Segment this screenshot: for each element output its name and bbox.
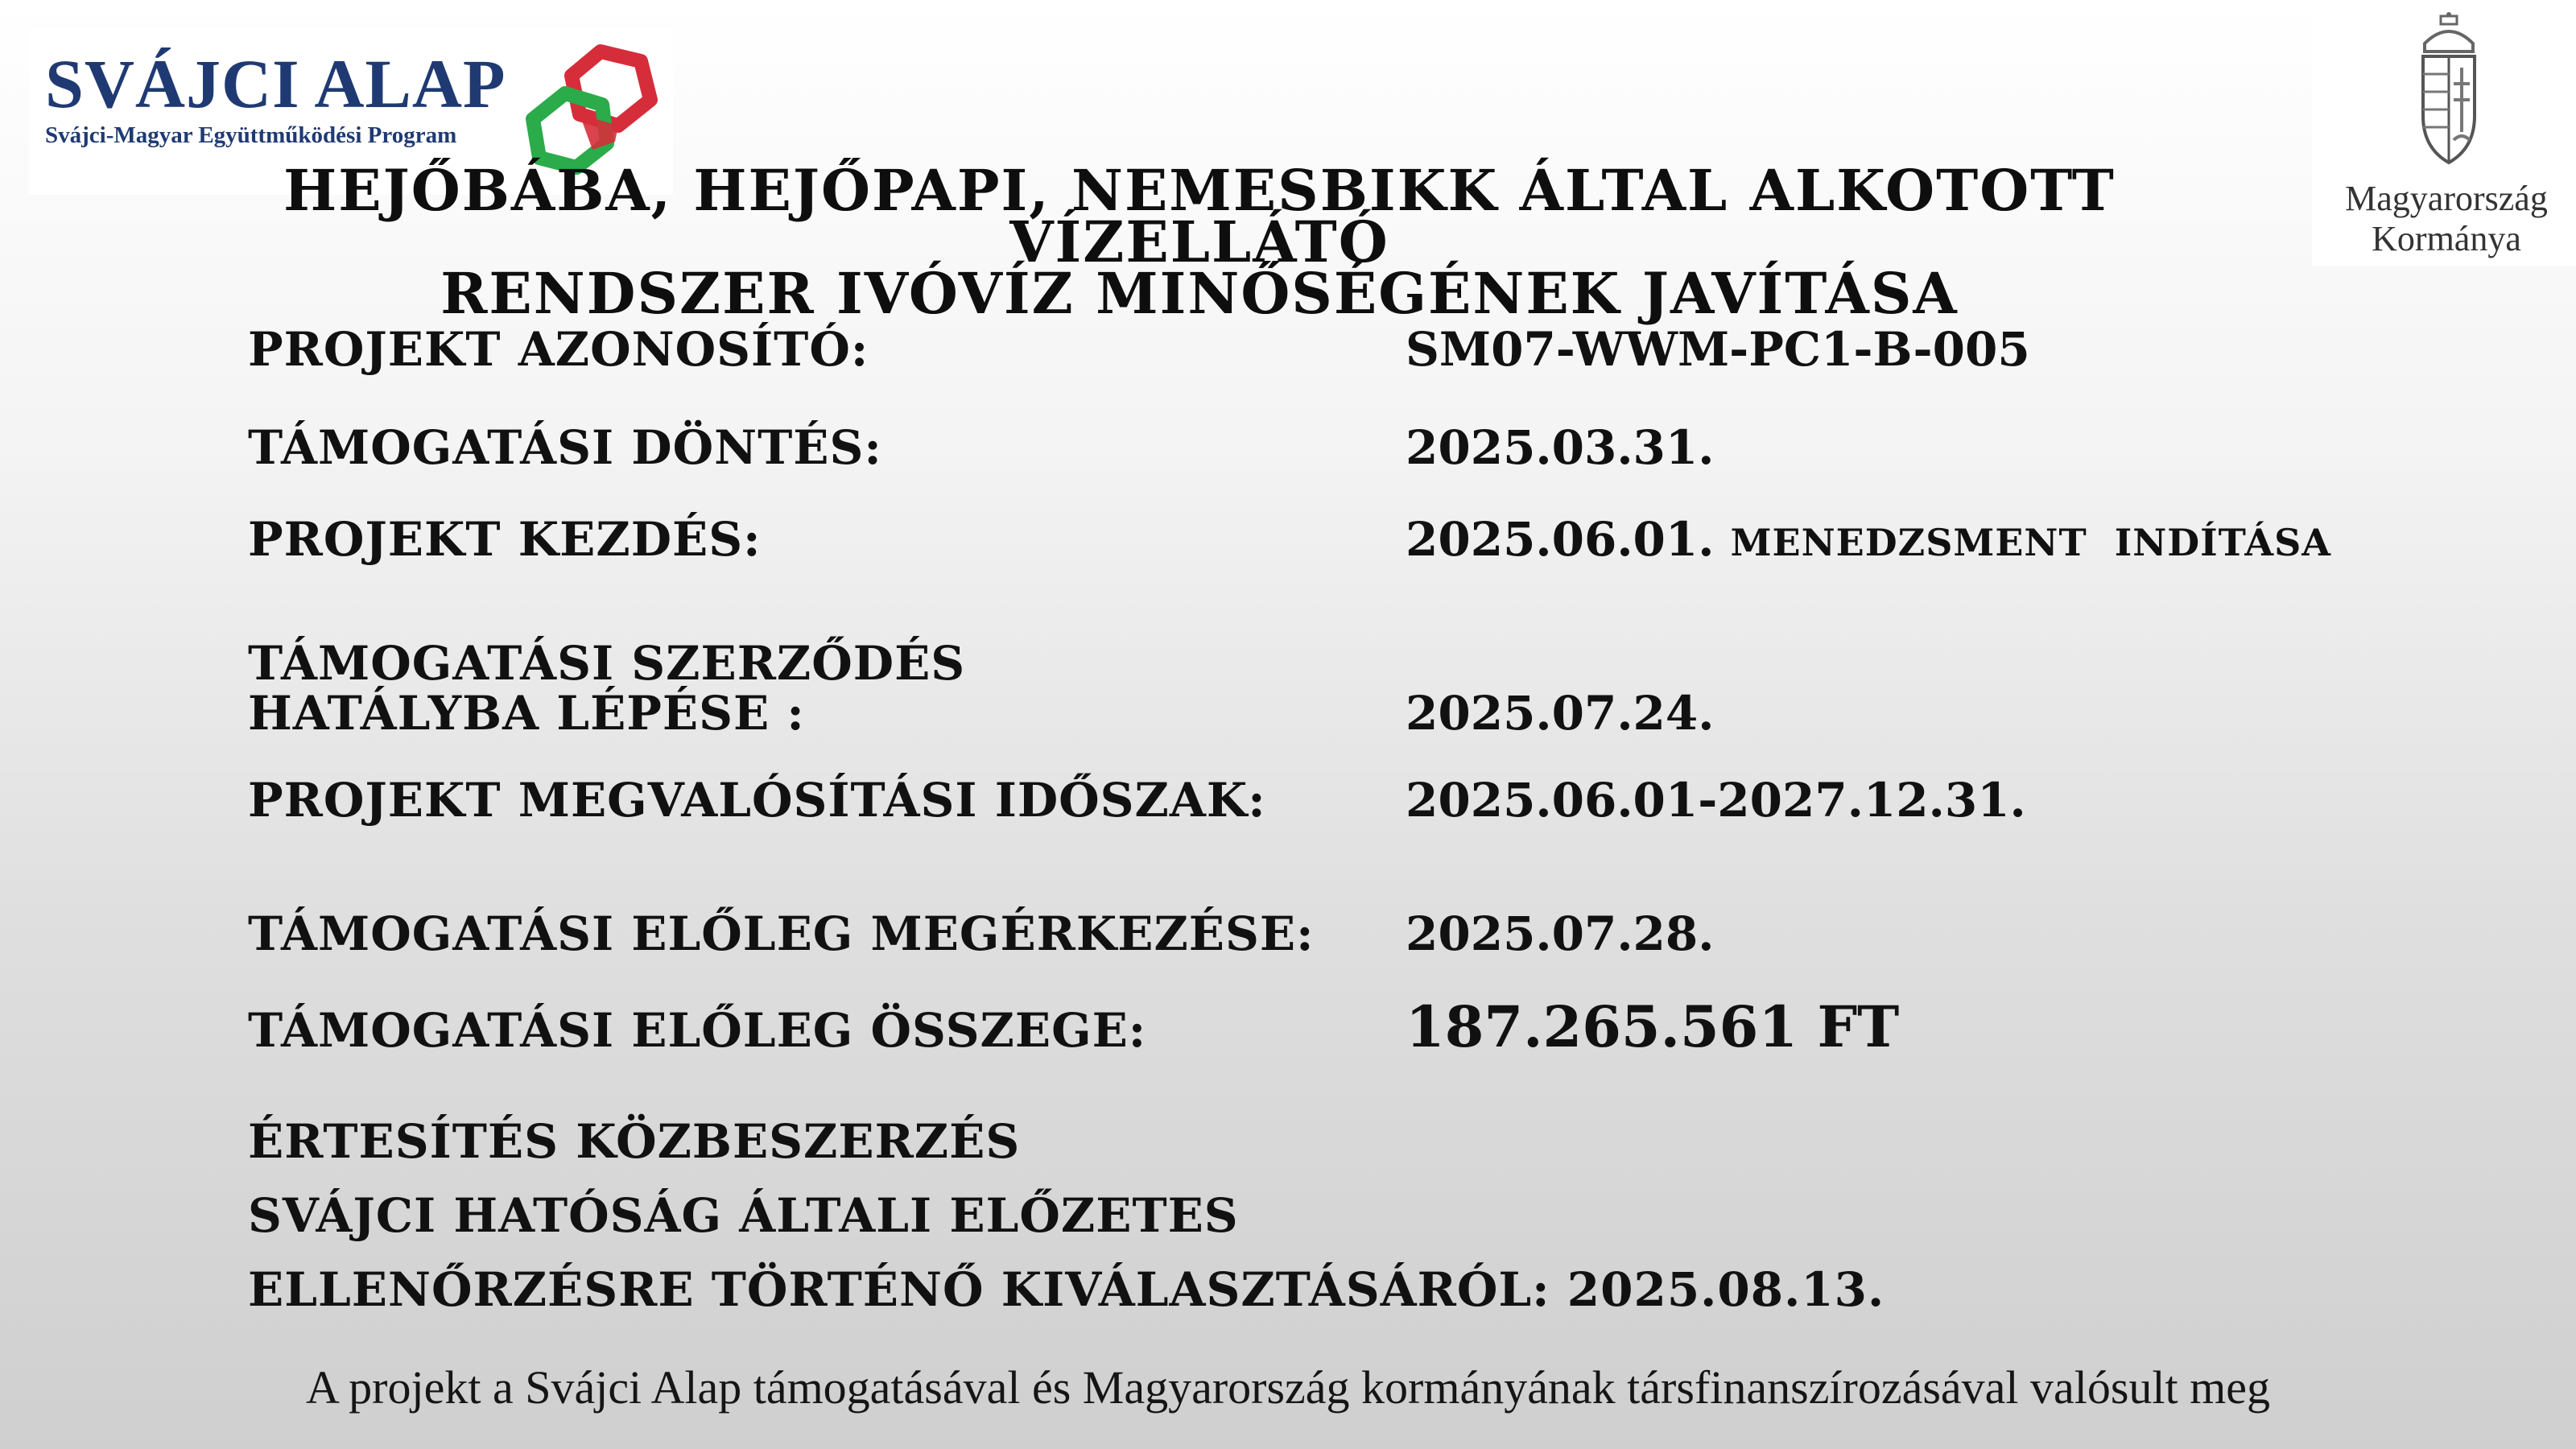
advance-amount-label: TÁMOGATÁSI ELŐLEG ÖSSZEGE: (248, 1003, 1147, 1058)
project-start-value (1406, 512, 2331, 567)
period-label: PROJEKT MEGVALÓSÍTÁSI IDŐSZAK: (248, 773, 1266, 828)
notice-line1: ÉRTESÍTÉS KÖZBESZERZÉS (248, 1114, 1021, 1169)
notice-line2: SVÁJCI HATÓSÁG ÁLTALI ELŐZETES (248, 1188, 1239, 1243)
page-title (145, 157, 2254, 327)
support-decision-label: TÁMOGATÁSI DÖNTÉS: (248, 420, 882, 475)
advance-arrival-value: 2025.07.28. (1406, 906, 1715, 961)
government-name (2317, 179, 2576, 259)
support-decision-value: 2025.03.31. (1406, 420, 1715, 475)
project-start-date: 2025.06.01. (1406, 512, 1715, 567)
period-value: 2025.06.01-2027.12.31. (1406, 773, 2026, 828)
logo-subtitle: Svájci-Magyar Együttműködési Program (45, 122, 457, 148)
notice-line3: ELLENŐRZÉSRE TÖRTÉNŐ KIVÁLASZTÁSÁRÓL: 2025.08.13. (248, 1262, 1885, 1317)
project-id-label: PROJEKT AZONOSÍTÓ: (248, 322, 869, 377)
logo-title: SVÁJCI ALAP (45, 45, 506, 122)
title-line2: RENDSZER IVÓVÍZ MINŐSÉGÉNEK JAVÍTÁSA (440, 260, 1959, 327)
project-start-label: PROJEKT KEZDÉS: (248, 512, 762, 567)
advance-amount-value: 187.265.561 FT (1406, 993, 1900, 1060)
contract-label-line1: TÁMOGATÁSI SZERZŐDÉS (248, 636, 966, 691)
government-logo (2312, 0, 2576, 266)
title-line1: HEJŐBÁBA, HEJŐPAPI, NEMESBIKK ÁLTAL ALKOTOTT VÍZELLÁTÓ (283, 157, 2116, 275)
government-name-line2: Kormánya (2372, 219, 2521, 258)
project-start-note: MENEDZSMENT INDÍTÁSA (1730, 521, 2331, 564)
project-id-value: SM07-WWM-PC1-B-005 (1406, 322, 2030, 377)
government-name-line1: Magyarország (2345, 179, 2548, 218)
advance-arrival-label: TÁMOGATÁSI ELŐLEG MEGÉRKEZÉSE: (248, 906, 1315, 961)
contract-value: 2025.07.24. (1406, 686, 1715, 741)
footer-text: A projekt a Svájci Alap támogatásával és Magyarország kormányának társfinanszírozásával valósult meg (305, 1361, 2271, 1414)
contract-label-line2: HATÁLYBA LÉPÉSE : (248, 686, 805, 741)
hungarian-coat-of-arms-icon (2409, 11, 2489, 172)
